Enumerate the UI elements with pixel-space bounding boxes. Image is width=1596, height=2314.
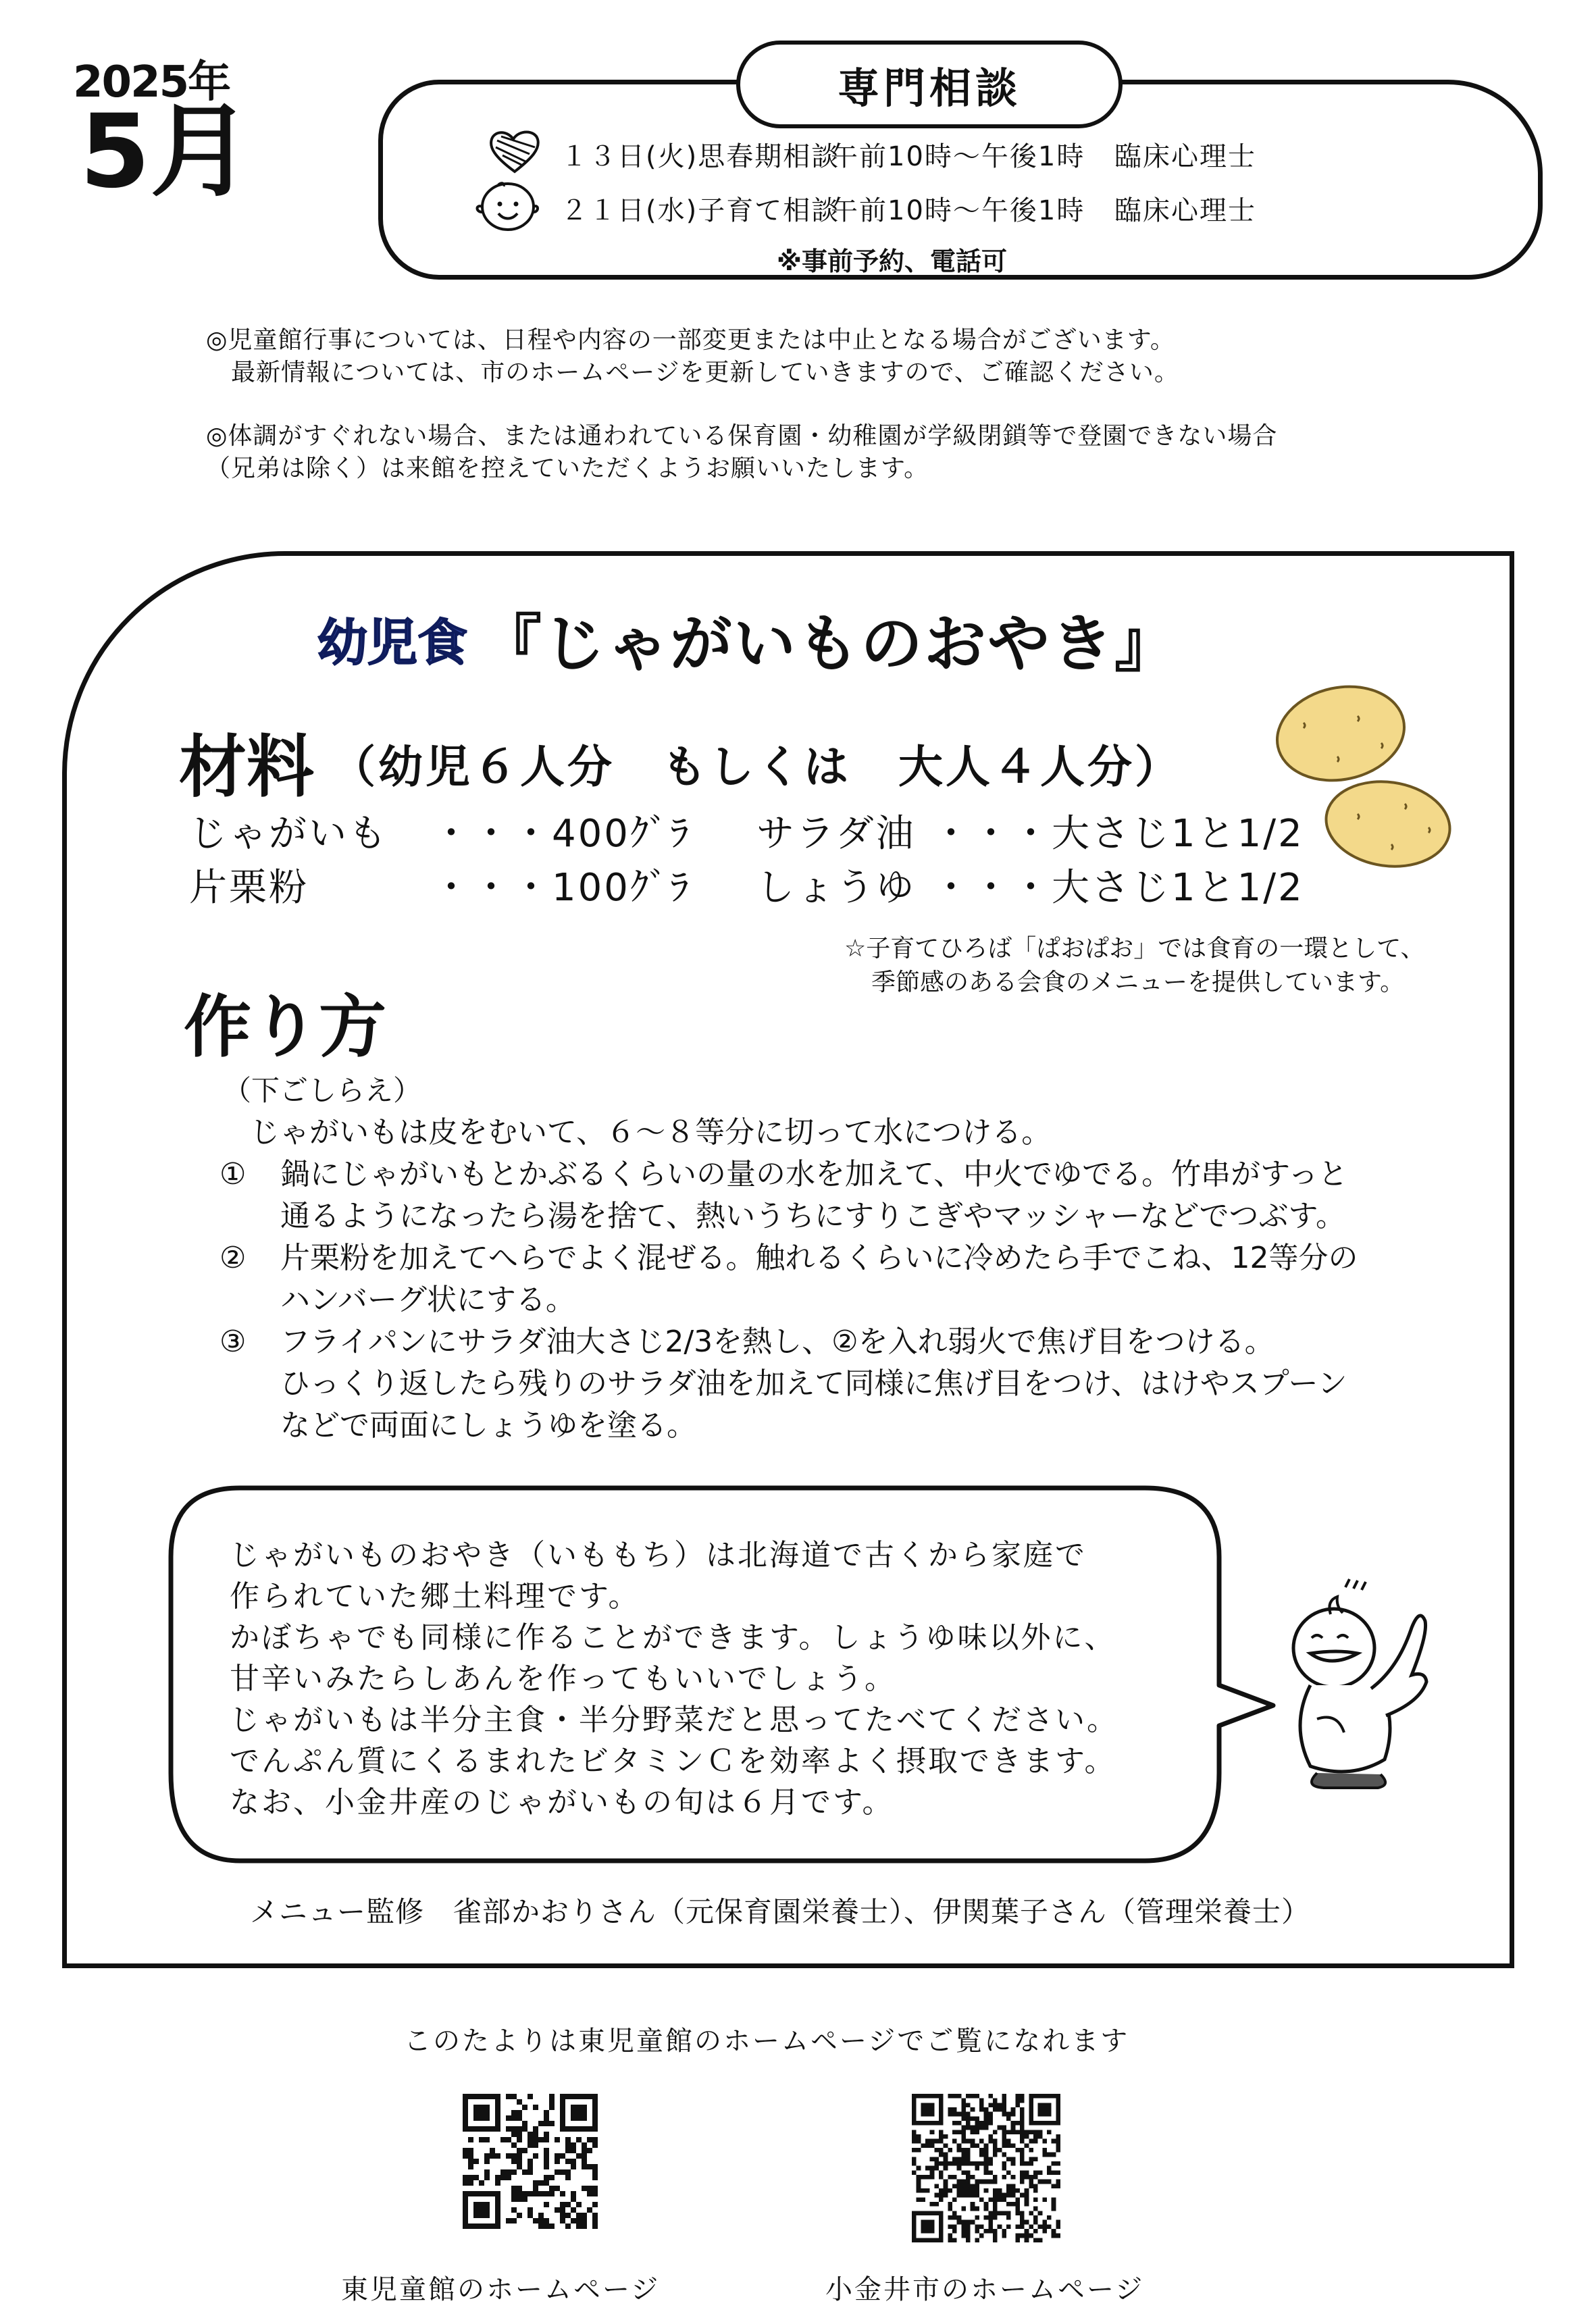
qr-caption-city: 小金井市のホームページ: [825, 2274, 1145, 2305]
consultation-time: 午前10時～午後1時: [831, 195, 1085, 226]
qr-code-city[interactable]: [912, 2094, 1060, 2242]
notice-line: ◎体調がすぐれない場合、または通われている保育園・幼稚園が学級閉鎖等で登園できない場合: [206, 422, 1278, 450]
ingredient-amount: ・・・大さじ1と1/2: [932, 812, 1304, 856]
bubble-line: じゃがいもは半分主食・半分野菜だと思ってたべてください。: [230, 1703, 1118, 1737]
ingredients-heading: 材料: [179, 727, 314, 806]
consultation-counselor: 臨床心理士: [1114, 141, 1256, 172]
recipe-category-tag: 幼児食: [317, 614, 467, 672]
step-line: フライパンにサラダ油大さじ2/3を熱し、②を入れ弱火で焦げ目をつける。: [280, 1325, 1275, 1359]
step-number: ②: [220, 1241, 247, 1275]
ingredient-item: [189, 804, 691, 858]
method-heading: 作り方: [184, 987, 386, 1066]
method-step: [220, 1154, 1348, 1237]
qr-caption-children-center: 東児童館のホームページ: [341, 2274, 661, 2305]
ingredient-amount: ・・・大さじ1と1/2: [932, 866, 1304, 910]
consultation-date: １３日(火)思春期相談: [561, 141, 840, 172]
ingredient-name: 片栗粉: [189, 866, 309, 910]
ingredient-amount: ・・・400ｸﾞﾗ: [432, 812, 691, 856]
potato-illustration: [1256, 675, 1472, 878]
bubble-line: なお、小金井産のじゃがいもの旬は６月です。: [230, 1785, 894, 1820]
recipe-title: [317, 594, 1178, 684]
bubble-line: 甘辛いみたらしあんを作ってもいいでしょう。: [230, 1662, 896, 1696]
prep-label: （下ごしらえ）: [223, 1074, 422, 1107]
consultation-counselor: 臨床心理士: [1114, 195, 1256, 226]
year-label: 2025年: [73, 57, 230, 107]
hiroba-note-line: ☆子育てひろば「ぱおぱお」では食育の一環として、: [844, 935, 1425, 962]
step-line: ひっくり返したら残りのサラダ油を加えて同様に焦げ目をつけ、はけやスプーン: [280, 1366, 1347, 1401]
notice-schedule: [206, 324, 1179, 389]
bubble-line: 作られていた郷土料理です。: [230, 1579, 640, 1614]
hiroba-note: [844, 932, 1425, 1000]
ingredient-name: しょうゆ: [756, 866, 916, 910]
ingredient-amount: ・・・100ｸﾞﾗ: [432, 866, 691, 910]
notice-line: ◎児童館行事については、日程や内容の一部変更または中止となる場合がございます。: [206, 326, 1175, 354]
notice-health: [206, 420, 1277, 485]
smiley-face-icon: [473, 177, 540, 234]
consultation-title-frame: [736, 41, 1123, 128]
step-line: ハンバーグ状にする。: [280, 1283, 575, 1317]
menu-supervisor: メニュー監修 雀部かおりさん（元保育園栄養士）、伊関葉子さん（管理栄養士）: [250, 1895, 1311, 1928]
bubble-line: かぼちゃでも同様に作ることができます。しょうゆ味以外に、: [230, 1620, 1116, 1655]
step-line: などで両面にしょうゆを塗る。: [280, 1408, 696, 1443]
notice-line: （兄弟は除く）は来館を控えていただくようお願いいたします。: [206, 455, 929, 482]
prep-text: じゃがいもは皮をむいて、６～８等分に切って水につける。: [250, 1115, 1052, 1150]
step-line: 片栗粉を加えてへらでよく混ぜる。触れるくらいに冷めたら手でこね、12等分の: [280, 1241, 1358, 1275]
notice-line: 最新情報については、市のホームページを更新していきますので、ご確認ください。: [206, 359, 1179, 386]
month-label: 5月: [80, 93, 252, 211]
qr-code-children-center[interactable]: [463, 2094, 598, 2229]
hiroba-note-line: 季節感のある会食のメニューを提供しています。: [871, 969, 1405, 996]
duck-mascot-illustration: [1270, 1574, 1445, 1803]
serving-size: （幼児６人分 もしくは 大人４人分）: [331, 741, 1182, 793]
consultation-note: ※事前予約、電話可: [777, 247, 1007, 276]
ingredient-item: [756, 858, 1304, 912]
method-step: [220, 1237, 1358, 1321]
step-line: 通るようになったら湯を捨て、熱いうちにすりこぎやマッシャーなどでつぶす。: [280, 1199, 1345, 1233]
consultation-time: 午前10時～午後1時: [831, 141, 1085, 172]
heart-icon: [488, 127, 542, 176]
step-number: ①: [220, 1157, 247, 1191]
ingredient-item: [189, 858, 691, 912]
footer-note: このたよりは東児童館のホームページでご覧になれます: [404, 2026, 1130, 2057]
bubble-line: でんぷん質にくるまれたビタミンＣを効率よく摂取できます。: [230, 1744, 1116, 1778]
ingredient-item: [756, 804, 1304, 858]
step-line: 鍋にじゃがいもとかぶるくらいの量の水を加えて、中火でゆでる。竹串がすっと: [280, 1157, 1348, 1191]
bubble-line: じゃがいものおやき（いももち）は北海道で古くから家庭で: [230, 1538, 1087, 1572]
consultation-row: [561, 135, 1256, 174]
bubble-text: [230, 1535, 1118, 1823]
consultation-date: ２１日(水)子育て相談: [561, 195, 840, 226]
consultation-row: [561, 189, 1256, 228]
ingredient-name: じゃがいも: [189, 812, 388, 856]
method-step: [220, 1321, 1347, 1447]
step-number: ③: [220, 1325, 247, 1359]
ingredient-name: サラダ油: [756, 812, 916, 856]
recipe-name: 『じゃがいものおやき』: [480, 608, 1179, 680]
consultation-title: 専門相談: [837, 63, 1021, 113]
